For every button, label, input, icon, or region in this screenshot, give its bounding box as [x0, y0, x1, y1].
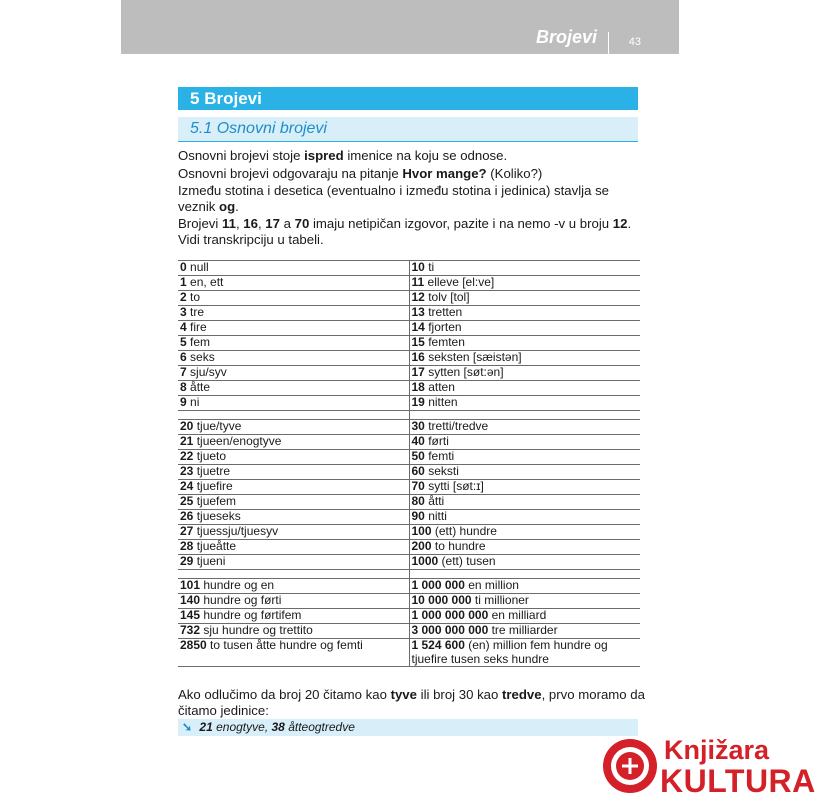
- section-title: Osnovni brojevi: [216, 120, 327, 137]
- number-value: 14: [411, 320, 425, 334]
- number-word: femti: [428, 449, 455, 463]
- table-cell: [178, 435, 409, 450]
- number-word: seksti: [428, 464, 459, 478]
- text-run: Ako odlučimo da broj 20 čitamo kao: [178, 687, 391, 702]
- table-cell: [409, 525, 640, 540]
- number-word: elleve [el:ve]: [427, 275, 495, 289]
- table-cell: [409, 495, 640, 510]
- table-row: [178, 555, 640, 570]
- number-value: 13: [411, 305, 425, 319]
- text-run: ili broj 30 kao: [416, 687, 503, 702]
- number-value: 5: [180, 335, 187, 349]
- number-word: en million: [468, 578, 519, 592]
- intro-paragraphs: [178, 148, 648, 249]
- bold-text: 70: [294, 216, 310, 231]
- number-word: seksten [sæistən]: [428, 350, 522, 364]
- number-value: 732: [180, 623, 201, 637]
- bold-text: 17: [265, 216, 280, 231]
- number-word: førti: [428, 434, 449, 448]
- text-run: imenice na koju se odnose.: [343, 148, 508, 163]
- number-word: tjuessju/tjuesyv: [196, 524, 279, 538]
- after-table-paragraph: [178, 687, 648, 718]
- table-cell: [178, 624, 409, 639]
- table-cell: [178, 381, 409, 396]
- number-word: sju/syv: [190, 365, 227, 379]
- number-value: 26: [180, 509, 194, 523]
- example-number: 38: [271, 720, 285, 734]
- table-cell: [178, 291, 409, 306]
- table-row: [178, 381, 640, 396]
- book-page: [121, 0, 679, 800]
- table-row: [178, 525, 640, 540]
- table-cell: [178, 306, 409, 321]
- number-word: åtte: [190, 380, 211, 394]
- table-row: [178, 639, 640, 667]
- table-cell: [178, 366, 409, 381]
- number-word: tjuetre: [196, 464, 231, 478]
- table-cell: [178, 396, 409, 411]
- number-value: 60: [411, 464, 425, 478]
- text-run: a: [279, 216, 295, 231]
- text-run: Osnovni brojevi odgovaraju na pitanje: [178, 165, 403, 181]
- number-value: 8: [180, 380, 187, 394]
- table-row: [178, 495, 640, 510]
- number-word: nitten: [428, 395, 458, 409]
- number-word: to: [190, 290, 201, 304]
- table-cell: [178, 276, 409, 291]
- number-word: ni: [190, 395, 200, 409]
- number-value: 40: [411, 434, 425, 448]
- table-row: [178, 366, 640, 381]
- table-cell: [409, 579, 640, 594]
- table-row: [178, 396, 640, 411]
- number-value: 50: [411, 449, 425, 463]
- table-cell: [178, 351, 409, 366]
- table-cell: [178, 450, 409, 465]
- number-value: 10 000 000: [411, 593, 472, 607]
- table-cell: [409, 276, 640, 291]
- logo-mark-icon: [600, 735, 660, 797]
- running-header: [121, 0, 679, 54]
- number-value: 200: [411, 539, 432, 553]
- table-cell: [178, 336, 409, 351]
- number-value: 10: [411, 260, 425, 274]
- table-cell: [409, 450, 640, 465]
- text-run: .: [235, 198, 239, 214]
- number-word: tjueto: [196, 449, 227, 463]
- number-value: 11: [411, 275, 425, 289]
- number-word: (en) million fem hundre og tjuefire tusen seks hundre: [411, 638, 608, 666]
- paragraph: [178, 148, 648, 164]
- number-value: 90: [411, 509, 425, 523]
- number-word: hundre og førtifem: [203, 608, 302, 622]
- logo-line1: Knjižara: [664, 735, 770, 765]
- example-word: enogtyve: [216, 720, 265, 734]
- number-word: atten: [428, 380, 455, 394]
- table-cell: [409, 510, 640, 525]
- number-value: 1: [180, 275, 187, 289]
- number-word: tolv [tol]: [428, 290, 470, 304]
- text-run: ,: [235, 216, 244, 231]
- example-box: [178, 719, 638, 736]
- number-word: en milliard: [491, 608, 547, 622]
- number-value: 2: [180, 290, 187, 304]
- table-cell: [178, 465, 409, 480]
- chapter-title: Brojevi: [204, 89, 262, 108]
- paragraph: [178, 216, 648, 247]
- table-row: [178, 579, 640, 594]
- number-word: fire: [190, 320, 207, 334]
- number-word: sytten [søt:ən]: [428, 365, 504, 379]
- example-number: 21: [199, 720, 213, 734]
- table-cell: [178, 510, 409, 525]
- number-value: 101: [180, 578, 201, 592]
- table-row: [178, 540, 640, 555]
- table-row: [178, 321, 640, 336]
- chapter-heading: [178, 87, 638, 110]
- bold-text: og: [219, 198, 236, 214]
- number-word: fjorten: [428, 320, 462, 334]
- table-cell: [409, 381, 640, 396]
- table-row: [178, 261, 640, 276]
- table-cell: [178, 594, 409, 609]
- number-word: ti: [428, 260, 435, 274]
- bold-text: tredve: [502, 687, 542, 702]
- table-row: [178, 420, 640, 435]
- number-value: 22: [180, 449, 194, 463]
- number-value: 29: [180, 554, 194, 568]
- number-word: tjuefem: [196, 494, 237, 508]
- number-word: hundre og førti: [203, 593, 282, 607]
- number-value: 16: [411, 350, 425, 364]
- bold-text: ispred: [304, 148, 344, 163]
- number-value: 23: [180, 464, 194, 478]
- text-run: Između stotina i desetica (eventualno i između stotina i jedinica) stavlja se veznik: [178, 183, 610, 214]
- table-cell: [409, 396, 640, 411]
- number-value: 17: [411, 365, 425, 379]
- table-cell: [409, 609, 640, 624]
- number-value: 12: [411, 290, 425, 304]
- text-run: (Koliko?): [486, 165, 543, 181]
- chapter-number: 5: [190, 89, 200, 108]
- separator: ,: [264, 720, 272, 734]
- number-word: to hundre: [434, 539, 486, 553]
- table-row: [178, 291, 640, 306]
- number-value: 9: [180, 395, 187, 409]
- running-header-separator: [608, 32, 609, 54]
- number-word: tjuefire: [196, 479, 233, 493]
- bold-text: 11: [221, 216, 236, 231]
- number-value: 27: [180, 524, 194, 538]
- number-value: 7: [180, 365, 187, 379]
- number-value: 3 000 000 000: [411, 623, 489, 637]
- number-value: 145: [180, 608, 201, 622]
- number-value: 1000: [411, 554, 439, 568]
- bold-text: tyve: [390, 687, 417, 702]
- table-cell: [178, 261, 409, 276]
- number-value: 18: [411, 380, 425, 394]
- table-cell: [178, 579, 409, 594]
- number-value: 70: [411, 479, 425, 493]
- knjizara-kultura-logo: [600, 735, 816, 799]
- number-word: tre milliarder: [491, 623, 558, 637]
- text-run: ,: [257, 216, 266, 231]
- table-cell: [409, 261, 640, 276]
- table-row: [178, 276, 640, 291]
- number-value: 80: [411, 494, 425, 508]
- text-run: Brojevi: [178, 216, 222, 231]
- table-row: [178, 450, 640, 465]
- section-number: 5.1: [190, 120, 213, 137]
- text-run: , prvo moramo da čitamo jedinice:: [178, 687, 645, 718]
- table-cell: [409, 480, 640, 495]
- text-run: Osnovni brojevi stoje: [178, 148, 305, 163]
- table-row: [178, 435, 640, 450]
- bold-text: 16: [243, 216, 258, 231]
- arrow-icon: ➘: [182, 720, 193, 734]
- number-value: 20: [180, 419, 194, 433]
- number-word: tretti/tredve: [428, 419, 489, 433]
- table-row: [178, 465, 640, 480]
- number-value: 4: [180, 320, 187, 334]
- number-word: (ett) hundre: [434, 524, 497, 538]
- table-cell: [409, 306, 640, 321]
- table-row: [178, 510, 640, 525]
- table-cell: [178, 609, 409, 624]
- number-word: fem: [190, 335, 211, 349]
- number-word: femten: [428, 335, 465, 349]
- numbers-table: [178, 260, 640, 667]
- number-word: sytti [søt:ɪ]: [428, 479, 484, 493]
- number-word: nitti: [428, 509, 447, 523]
- table-cell: [178, 525, 409, 540]
- table-cell: [178, 420, 409, 435]
- number-value: 1 524 600: [411, 638, 465, 652]
- table-cell: [409, 540, 640, 555]
- number-value: 3: [180, 305, 187, 319]
- table-row: [178, 609, 640, 624]
- section-heading: [178, 117, 638, 142]
- number-value: 2850: [180, 638, 207, 652]
- number-word: tretten: [428, 305, 463, 319]
- number-value: 1 000 000: [411, 578, 465, 592]
- number-word: seks: [190, 350, 215, 364]
- table-cell: [409, 465, 640, 480]
- number-word: en, ett: [190, 275, 224, 289]
- number-word: tjueseks: [196, 509, 241, 523]
- example-word: åtteogtredve: [288, 720, 355, 734]
- number-word: tjue/tyve: [196, 419, 242, 433]
- number-word: tre: [190, 305, 205, 319]
- number-value: 140: [180, 593, 201, 607]
- table-cell: [178, 555, 409, 570]
- table-cell: [178, 321, 409, 336]
- table-row: [178, 306, 640, 321]
- number-value: 28: [180, 539, 194, 553]
- table-cell: [178, 540, 409, 555]
- number-word: ti millioner: [474, 593, 529, 607]
- bold-text: 12: [612, 216, 628, 231]
- number-value: 1 000 000 000: [411, 608, 489, 622]
- text-run: . Vidi transkripciju u tabeli.: [178, 216, 632, 247]
- number-value: 21: [180, 434, 194, 448]
- number-word: tjueni: [196, 554, 226, 568]
- table-cell: [178, 495, 409, 510]
- table-cell: [409, 321, 640, 336]
- bold-text: Hvor mange?: [402, 165, 487, 181]
- number-value: 30: [411, 419, 425, 433]
- example-items: [199, 720, 355, 734]
- number-word: hundre og en: [203, 578, 275, 592]
- table-row: [178, 624, 640, 639]
- paragraph: [178, 183, 648, 214]
- table-cell: [178, 639, 409, 667]
- number-word: to tusen åtte hundre og femti: [210, 638, 363, 652]
- number-word: sju hundre og trettito: [203, 623, 313, 637]
- table-row: [178, 351, 640, 366]
- table-cell: [409, 420, 640, 435]
- table-cell: [409, 555, 640, 570]
- table-gap-row: [178, 411, 640, 420]
- number-value: 100: [411, 524, 432, 538]
- number-word: tjueåtte: [196, 539, 237, 553]
- number-word: (ett) tusen: [441, 554, 496, 568]
- running-header-title: Brojevi: [535, 27, 597, 47]
- number-value: 25: [180, 494, 194, 508]
- number-word: åtti: [428, 494, 445, 508]
- table-cell: [409, 594, 640, 609]
- table-cell: [409, 351, 640, 366]
- table-cell: [409, 624, 640, 639]
- number-value: 0: [180, 260, 187, 274]
- table-cell: [409, 639, 640, 667]
- page-number: 43: [628, 36, 641, 48]
- logo-line2: KULTURA: [660, 763, 816, 799]
- table-cell: [409, 435, 640, 450]
- text-run: imaju netipičan izgovor, pazite i na nemo -v u broju: [309, 216, 613, 231]
- number-value: 6: [180, 350, 187, 364]
- table-cell: [409, 366, 640, 381]
- table-cell: [409, 336, 640, 351]
- number-word: tjueen/enogtyve: [196, 434, 282, 448]
- number-value: 15: [411, 335, 425, 349]
- table-cell: [178, 480, 409, 495]
- number-value: 19: [411, 395, 425, 409]
- table-row: [178, 480, 640, 495]
- number-value: 24: [180, 479, 194, 493]
- paragraph: [178, 166, 648, 182]
- table-row: [178, 336, 640, 351]
- table-cell: [409, 291, 640, 306]
- table-row: [178, 594, 640, 609]
- number-word: null: [190, 260, 209, 274]
